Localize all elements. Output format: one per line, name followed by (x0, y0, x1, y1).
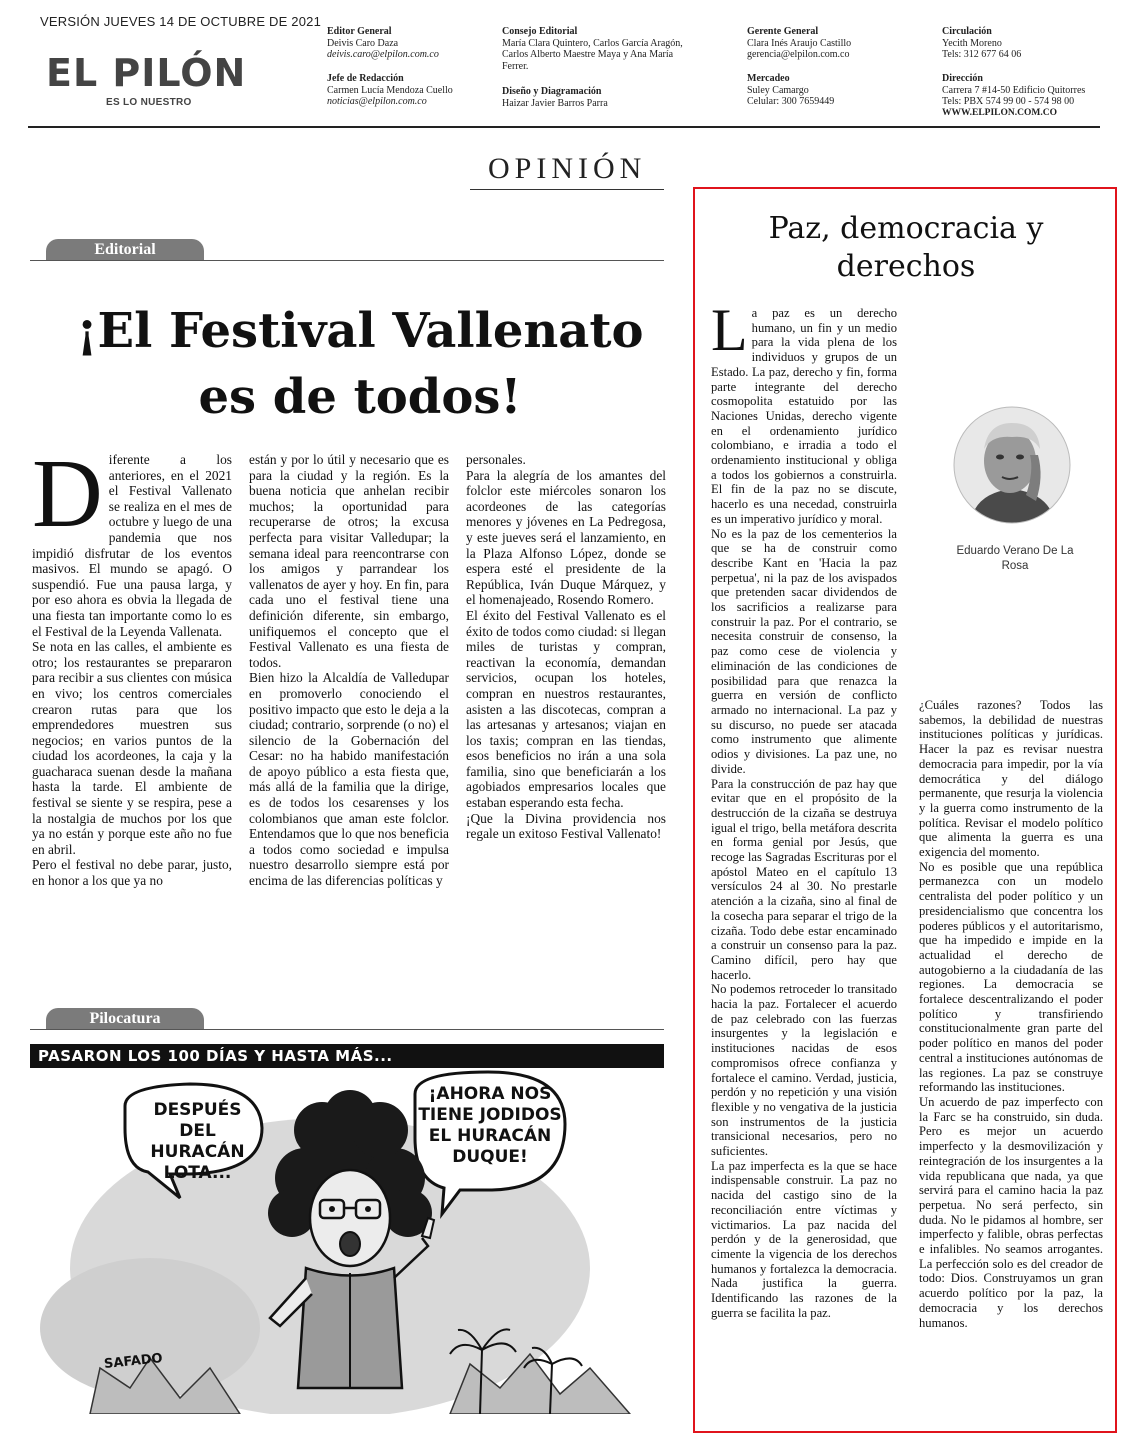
author-name: Eduardo Verano De La Rosa (956, 545, 1074, 572)
paragraph: El éxito del Festival Vallenato es el éxito de todos como ciudad: si llegan miles de turistas y compran, reactivan la economía, demandan servicios, ocupan los hoteles, compran en nuestros restaurantes, asisten a las discotecas, compran a las artesanas y artesanos; viajan en los taxis; compran en las tiendas, esos beneficios no irán a una sola familia, sino que beneficiarán a los agobiados empresarios locales que estaban esperando esta fecha. (466, 607, 666, 811)
staff-jefe-redaccion (327, 73, 497, 108)
cartoon-illustration (30, 1068, 664, 1414)
speech-line: TIENE JODIDOS (418, 1105, 562, 1125)
staff-direccion (942, 73, 1122, 119)
speech-line: EL HURACÁN (428, 1126, 552, 1146)
editorial-divider (30, 260, 664, 261)
staff-line: Ferrer. (502, 60, 529, 72)
staff-email: gerencia@elpilon.com.co (747, 49, 850, 60)
opinion-dropcap: L (711, 297, 748, 363)
opinion-column-2 (919, 698, 1103, 1330)
speech-line: ¡AHORA NOS (428, 1084, 552, 1104)
editorial-column-1 (32, 440, 232, 889)
staff-address: Carrera 7 #14-50 Edificio Quitorres (942, 84, 1086, 96)
speech-line: DEL HURACÁN (150, 1121, 245, 1162)
staff-title: Gerente General (747, 26, 819, 37)
staff-name: Yecith Moreno (942, 37, 1002, 49)
section-title: OPINIÓN (488, 152, 647, 185)
newspaper-slogan: ES LO NUESTRO (106, 97, 192, 108)
staff-name: Suley Camargo (747, 84, 809, 96)
opinion-headline (700, 210, 1112, 286)
staff-name: Clara Inés Araujo Castillo (747, 37, 852, 49)
speech-line: LOTA... (163, 1163, 232, 1183)
staff-phone: Celular: 300 7659449 (747, 96, 835, 107)
paragraph: a paz es un derecho humano, un fin y un medio para la vida plena de los individuos y grupos de un Estado. La paz, derecho y fin, forma parte integrante del derecho cosmopolita estatuido por las Naciones Unidas, derecho vigente en el ordenamiento jurídico colombiano, e irradia a todo el ordenamiento institucional y obliga a todos los gobiernos a construirla. El fin de la paz no se discute, hacerlo es una necedad, construirla es un imperativo jurídico y moral. (711, 306, 897, 526)
paragraph: Se nota en las calles, el ambiente es otro; los restaurantes se prepararon para recibir a sus clientes con música en vivo; los centros comerciales crearon rutas para que los emprendedores muestren sus negocios; en varios puntos de la ciudad los acordeones, la caja y la guacharaca suenan desde la mañana hasta la tarde. El ambiente de festival se siente y se respira, pese a la nostalgia de muchos por los que ya no están y porque este año no fue en abril. (32, 639, 232, 857)
staff-name: Haizar Javier Barros Parra (502, 97, 608, 109)
staff-gerente (747, 26, 927, 61)
character-eye (365, 1206, 371, 1212)
paragraph: Para la construcción de paz hay que evitar que en el propósito de la destrucción de la cizaña se destruya igual el trigo, bella metáfora descrita en forma genial por Jesús, que recoge las Sagradas Escrituras por el apóstol Mateo en el capítulo 13 versículos 24 al 30. No prestarle atención a la cizaña, sino al final de la cosecha para separar el trigo de la cizaña. Todo debe estar encaminado a construir un consenso para la paz. Camino difícil, pero hay que hacerlo. (711, 776, 897, 982)
paragraph: ¡Que la Divina providencia nos regale un exitoso Festival Vallenato! (466, 810, 666, 842)
author-photo (952, 405, 1072, 525)
website-link[interactable]: WWW.ELPILON.COM.CO (942, 107, 1057, 118)
opinion-column-1 (711, 297, 897, 1321)
staff-phone: Tels: 312 677 64 06 (942, 49, 1022, 60)
headline-line-1: ¡El Festival Vallenato (76, 303, 644, 359)
paragraph: Un acuerdo de paz imperfecto con la Farc se ha construido, sin duda. Pero es mejor un acuerdo imperfecto y la desmovilización y reintegración de los insurgentes a la vida republicana que nada, ya que servirá para el camino hacia la paz perpetua. No será perfecto, sin duda. No le pidamos al hombre, ser imperfecto y falible, obras perfectas e infalibles. No seamos arrogantes. La perfección solo es del creador de todo: Dios. Construyamos un gran acuerdo político por la paz, la democracia y los derechos humanos. (919, 1094, 1103, 1330)
headline-line-1: Paz, democracia y (768, 211, 1044, 246)
headline-line-2: derechos (836, 249, 976, 284)
author-portrait (952, 405, 1072, 525)
edition-date: VERSIÓN JUEVES 14 DE OCTUBRE DE 2021 (40, 14, 322, 29)
staff-line: Carlos Alberto Maestre Maya y Ana María (502, 49, 674, 60)
staff-title: Dirección (942, 73, 983, 84)
staff-title: Diseño y Diagramación (502, 86, 602, 97)
tab-pilocatura: Pilocatura (46, 1008, 204, 1030)
staff-name: Carmen Lucía Mendoza Cuello (327, 84, 453, 96)
speech-text-right (417, 1084, 563, 1168)
section-title-underline (470, 189, 664, 190)
staff-title: Editor General (327, 26, 392, 37)
staff-email: deivis.caro@elpilon.com.co (327, 49, 439, 60)
staff-email: noticias@elpilon.com.co (327, 96, 427, 107)
staff-circulacion (942, 26, 1112, 61)
staff-editor-general (327, 26, 492, 61)
paragraph: están y por lo útil y necesario que es para la ciudad y la región. Es la buena noticia que anhelan recibir muchos; la oportunidad para recuperarse de otros; la excusa perfecta para visitar Valledupar; la semana ideal para reencontrarse con los amigos y parrandear los vallenatos de ayer y hoy. En fin, para cada uno el festival tiene una definición diferente, sin embargo, unifiquemos el concepto que el Festival Vallenato es una fiesta de todos. (249, 452, 449, 670)
masthead-divider (28, 126, 1100, 128)
headline-line-2: es de todos! (198, 369, 522, 425)
editorial-column-3 (466, 452, 666, 842)
paragraph: No podemos retroceder lo transitado hacia la paz. Fortalecer el acuerdo de paz celebrado con las fuerzas insurgentes y la legislación e instituciones nacidas de esos compromisos ofrece confianza y fortalece el camino. Verdad, justicia, perdón y no repetición y una visión flexible y no vengativa de la justicia son instrumentos de la justicia transicional necesarios, pero no suficientes. (711, 982, 897, 1159)
editorial-headline (40, 298, 680, 430)
editorial-dropcap: D (32, 440, 103, 548)
paragraph: No es la paz de los cementerios la que se ha de construir como describe Kant en 'Hacia la paz perpetua', ni la paz de los avispados que pretenden sacar dividendos de los sacrificios a realizarse para construir la paz. Por el contrario, se necesita construir de consenso, la paz como cese de violencia y eliminación de las condiciones de posibilidad para que renazca la guerra en versión de conflicto armado no internacional. La paz y su discurso, no puede ser atacada como instrumento que alimente odios y divisiones. La paz une, no divide. (711, 526, 897, 776)
speech-text-left (135, 1100, 260, 1184)
character-mouth (340, 1232, 360, 1256)
speech-line: DESPUÉS (153, 1100, 242, 1120)
paragraph: ¿Cuáles razones? Todos las sabemos, la debilidad de nuestras instituciones políticas y jurídicas. Hacer la paz es revisar nuestra democracia para impedir, por la vía democrática y del diálogo permanente, que resurja la violencia y la guerra como instrumento de la política. Revisar el modelo político que alimenta la guerra es una exigencia del momento. (919, 698, 1103, 860)
cartoonist-signature: SAFADO (103, 1350, 164, 1373)
paragraph: Para la alegría de los amantes del folclor este miércoles sonaron los acordeones de las categorías menores y jóvenes en La Pedregosa, y este jueves será el lanzamiento, en la Plaza Alfonso López, donde se espera esté el presidente de la República, Iván Duque Márquez, y el homenajeado, Rosendo Romero. (466, 467, 666, 608)
pilocatura-divider (30, 1029, 664, 1030)
editorial-column-2 (249, 452, 449, 889)
paragraph: No es posible que una república permanezca con un modelo centralista del poder político y un presidencialismo que concentra los poderes públicos y el autoritarismo, que ha impedido e impide en la actualidad el derecho de autogobierno a la ciudadanía de las regiones. La democracia se fortalece descentralizando el poder político y transfiriendo constitucionalmente gran parte del poder político en manos del poder central a instituciones autónomas de las regiones. La paz se construye reformando las instituciones. (919, 859, 1103, 1095)
paragraph: Pero el festival no debe parar, justo, en honor a los que ya no (32, 857, 232, 889)
speech-line: DUQUE! (452, 1147, 528, 1167)
paragraph: Bien hizo la Alcaldía de Valledupar en promoverlo conociendo el positivo impacto que esto le deja a la ciudad; contrario, sorprende (o no) el silencio de la Gobernación del Cesar: no ha habido manifestación de apoyo público a esta fiesta que, más allá de la familia que la dirige, es de todos los cesarenses y los colombianos que aman este folclor. Entendamos que lo que nos beneficia a todos como sociedad e impulsa nuestro desarrollo siempre está por encima de las diferencias políticas y (249, 670, 449, 889)
tab-editorial: Editorial (46, 239, 204, 261)
cartoon-caption-banner: PASARON LOS 100 DÍAS Y HASTA MÁS... (30, 1044, 664, 1068)
staff-phone: Tels: PBX 574 99 00 - 574 98 00 (942, 96, 1075, 107)
staff-line: María Clara Quintero, Carlos García Aragón, (502, 37, 683, 49)
paragraph: iferente a los anteriores, en el 2021 el Festival Vallenato se realiza en el mes de octubre y luego de una pandemia que nos impidió disfrutar de los eventos masivos. El mundo se apagó. O suspendió. Fue una pausa larga, y por eso ahora es obvia la llegada de una fiesta tan importante como lo es el Festival de la Leyenda Vallenata. (32, 452, 232, 639)
staff-diseno (502, 86, 702, 109)
character-eye (329, 1206, 335, 1212)
staff-title: Mercadeo (747, 73, 790, 84)
staff-name: Deivis Caro Daza (327, 37, 399, 49)
newspaper-logo: EL PILÓN (46, 51, 247, 95)
paragraph: personales. (466, 452, 526, 467)
staff-title: Consejo Editorial (502, 26, 578, 37)
staff-mercadeo (747, 73, 927, 108)
staff-title: Jefe de Redacción (327, 73, 404, 84)
staff-consejo-editorial (502, 26, 732, 72)
paragraph: La paz imperfecta es la que se hace indispensable construir. La paz no nacida del castigo sino de la reconciliación entre víctimas y victimarios. La paz nacida del perdón y de la generosidad, que cimente la vigencia de los derechos humanos y fortalezca la democracia. Nada justifica la guerra. Identificando las razones de la guerra se facilita la paz. (711, 1158, 897, 1320)
staff-title: Circulación (942, 26, 992, 37)
